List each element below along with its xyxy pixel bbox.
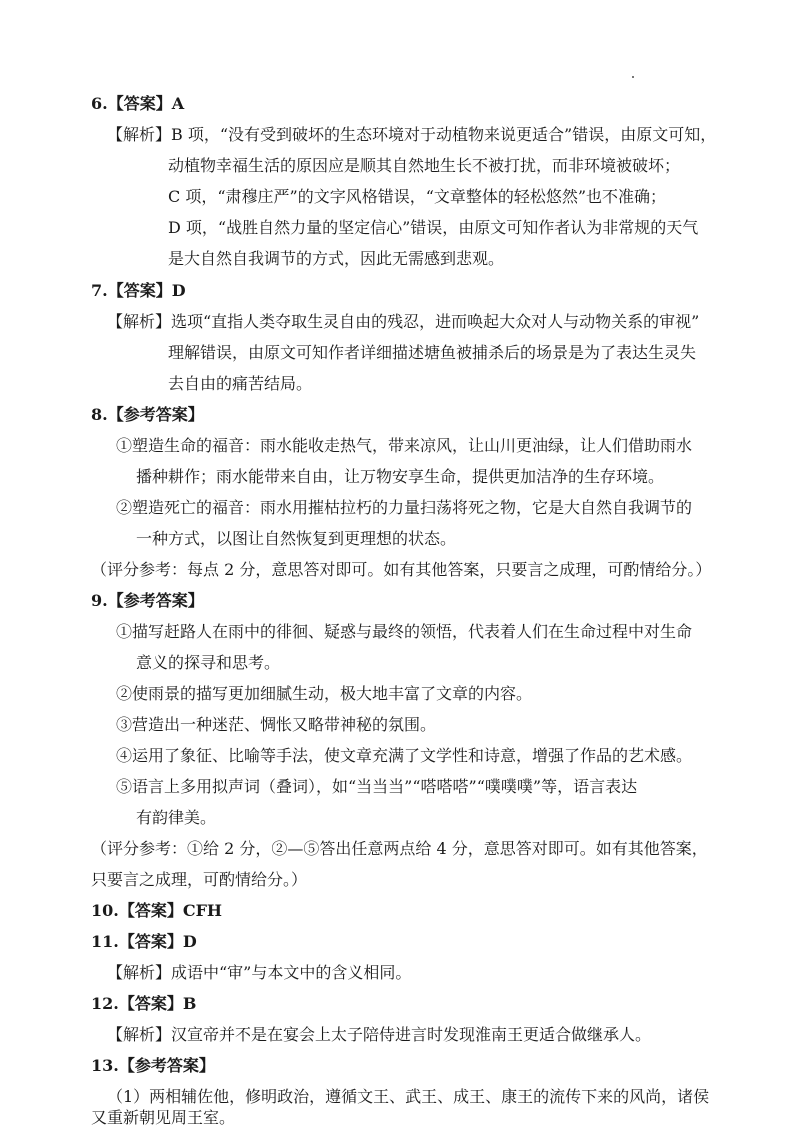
answer-point: ⑤语言上多用拟声词（叠词），如“当当当”“嗒嗒嗒”“噗噗噗”等，语言表达 bbox=[116, 777, 638, 796]
answer-heading: 6.【答案】A bbox=[91, 94, 185, 113]
answer-point: 一种方式，以图让自然恢复到更理想的状态。 bbox=[136, 529, 457, 548]
answer-heading: 10.【答案】CFH bbox=[91, 901, 223, 920]
analysis-line: 去自由的痛苦结局。 bbox=[168, 374, 313, 393]
answer-heading: 13.【参考答案】 bbox=[91, 1056, 215, 1075]
analysis-line: 【解析】汉宣帝并不是在宴会上太子陪侍进言时发现淮南王更适合做继承人。 bbox=[107, 1025, 652, 1044]
answer-heading: 9.【参考答案】 bbox=[91, 591, 204, 610]
answer-point: ②塑造死亡的福音：雨水用摧枯拉朽的力量扫荡将死之物，它是大自然自我调节的 bbox=[116, 498, 693, 517]
scan-speck bbox=[632, 76, 634, 78]
answer-point: 又重新朝见周王室。 bbox=[91, 1108, 236, 1127]
answer-point: ①描写赶路人在雨中的徘徊、疑惑与最终的领悟，代表着人们在生命过程中对生命 bbox=[116, 622, 693, 641]
answer-point: 有韵律美。 bbox=[136, 808, 217, 827]
scoring-note: 只要言之成理，可酌情给分。） bbox=[91, 870, 308, 889]
answer-heading: 8.【参考答案】 bbox=[91, 405, 204, 424]
answer-heading: 11.【答案】D bbox=[91, 932, 197, 951]
analysis-line: 动植物幸福生活的原因应是顺其自然地生长不被打扰，而非环境被破坏； bbox=[168, 156, 681, 175]
answer-point: ②使雨景的描写更加细腻生动，极大地丰富了文章的内容。 bbox=[116, 684, 533, 703]
analysis-line: 理解错误，由原文可知作者详细描述塘鱼被捕杀后的场景是为了表达生灵失 bbox=[168, 343, 697, 362]
answer-heading: 7.【答案】D bbox=[91, 281, 186, 300]
analysis-line: D 项，“战胜自然力量的坚定信心”错误，由原文可知作者认为非常规的天气 bbox=[168, 218, 699, 237]
answer-point: 播种耕作；雨水能带来自由，让万物安享生命，提供更加洁净的生存环境。 bbox=[136, 467, 665, 486]
answer-point: ①塑造生命的福音：雨水能收走热气，带来凉风，让山川更油绿，让人们借助雨水 bbox=[116, 436, 693, 455]
answer-point: （1）两相辅佐他，修明政治，遵循文王、武王、成王、康王的流传下来的风尚，诸侯 bbox=[107, 1087, 710, 1106]
analysis-line: 是大自然自我调节的方式，因此无需感到悲观。 bbox=[168, 249, 505, 268]
answer-point: ③营造出一种迷茫、惆怅又略带神秘的氛围。 bbox=[116, 715, 437, 734]
analysis-line: 【解析】B 项，“没有受到破坏的生态环境对于动植物来说更适合”错误，由原文可知， bbox=[107, 125, 717, 144]
answer-point: 意义的探寻和思考。 bbox=[136, 653, 281, 672]
scoring-note: （评分参考：①给 2 分，②—⑤答出任意两点给 4 分，意思答对即可。如有其他答案， bbox=[91, 839, 708, 858]
answer-heading: 12.【答案】B bbox=[91, 994, 197, 1013]
analysis-line: 【解析】成语中“审”与本文中的含义相同。 bbox=[107, 963, 412, 982]
analysis-line: 【解析】选项“直指人类夺取生灵自由的残忍，进而唤起大众对人与动物关系的审视” bbox=[107, 312, 700, 331]
answer-point: ④运用了象征、比喻等手法，使文章充满了文学性和诗意，增强了作品的艺术感。 bbox=[116, 746, 693, 765]
scoring-note: （评分参考：每点 2 分，意思答对即可。如有其他答案，只要言之成理，可酌情给分。） bbox=[91, 560, 712, 579]
analysis-line: C 项，“肃穆庄严”的文字风格错误，“文章整体的轻松悠然”也不准确； bbox=[168, 187, 667, 206]
